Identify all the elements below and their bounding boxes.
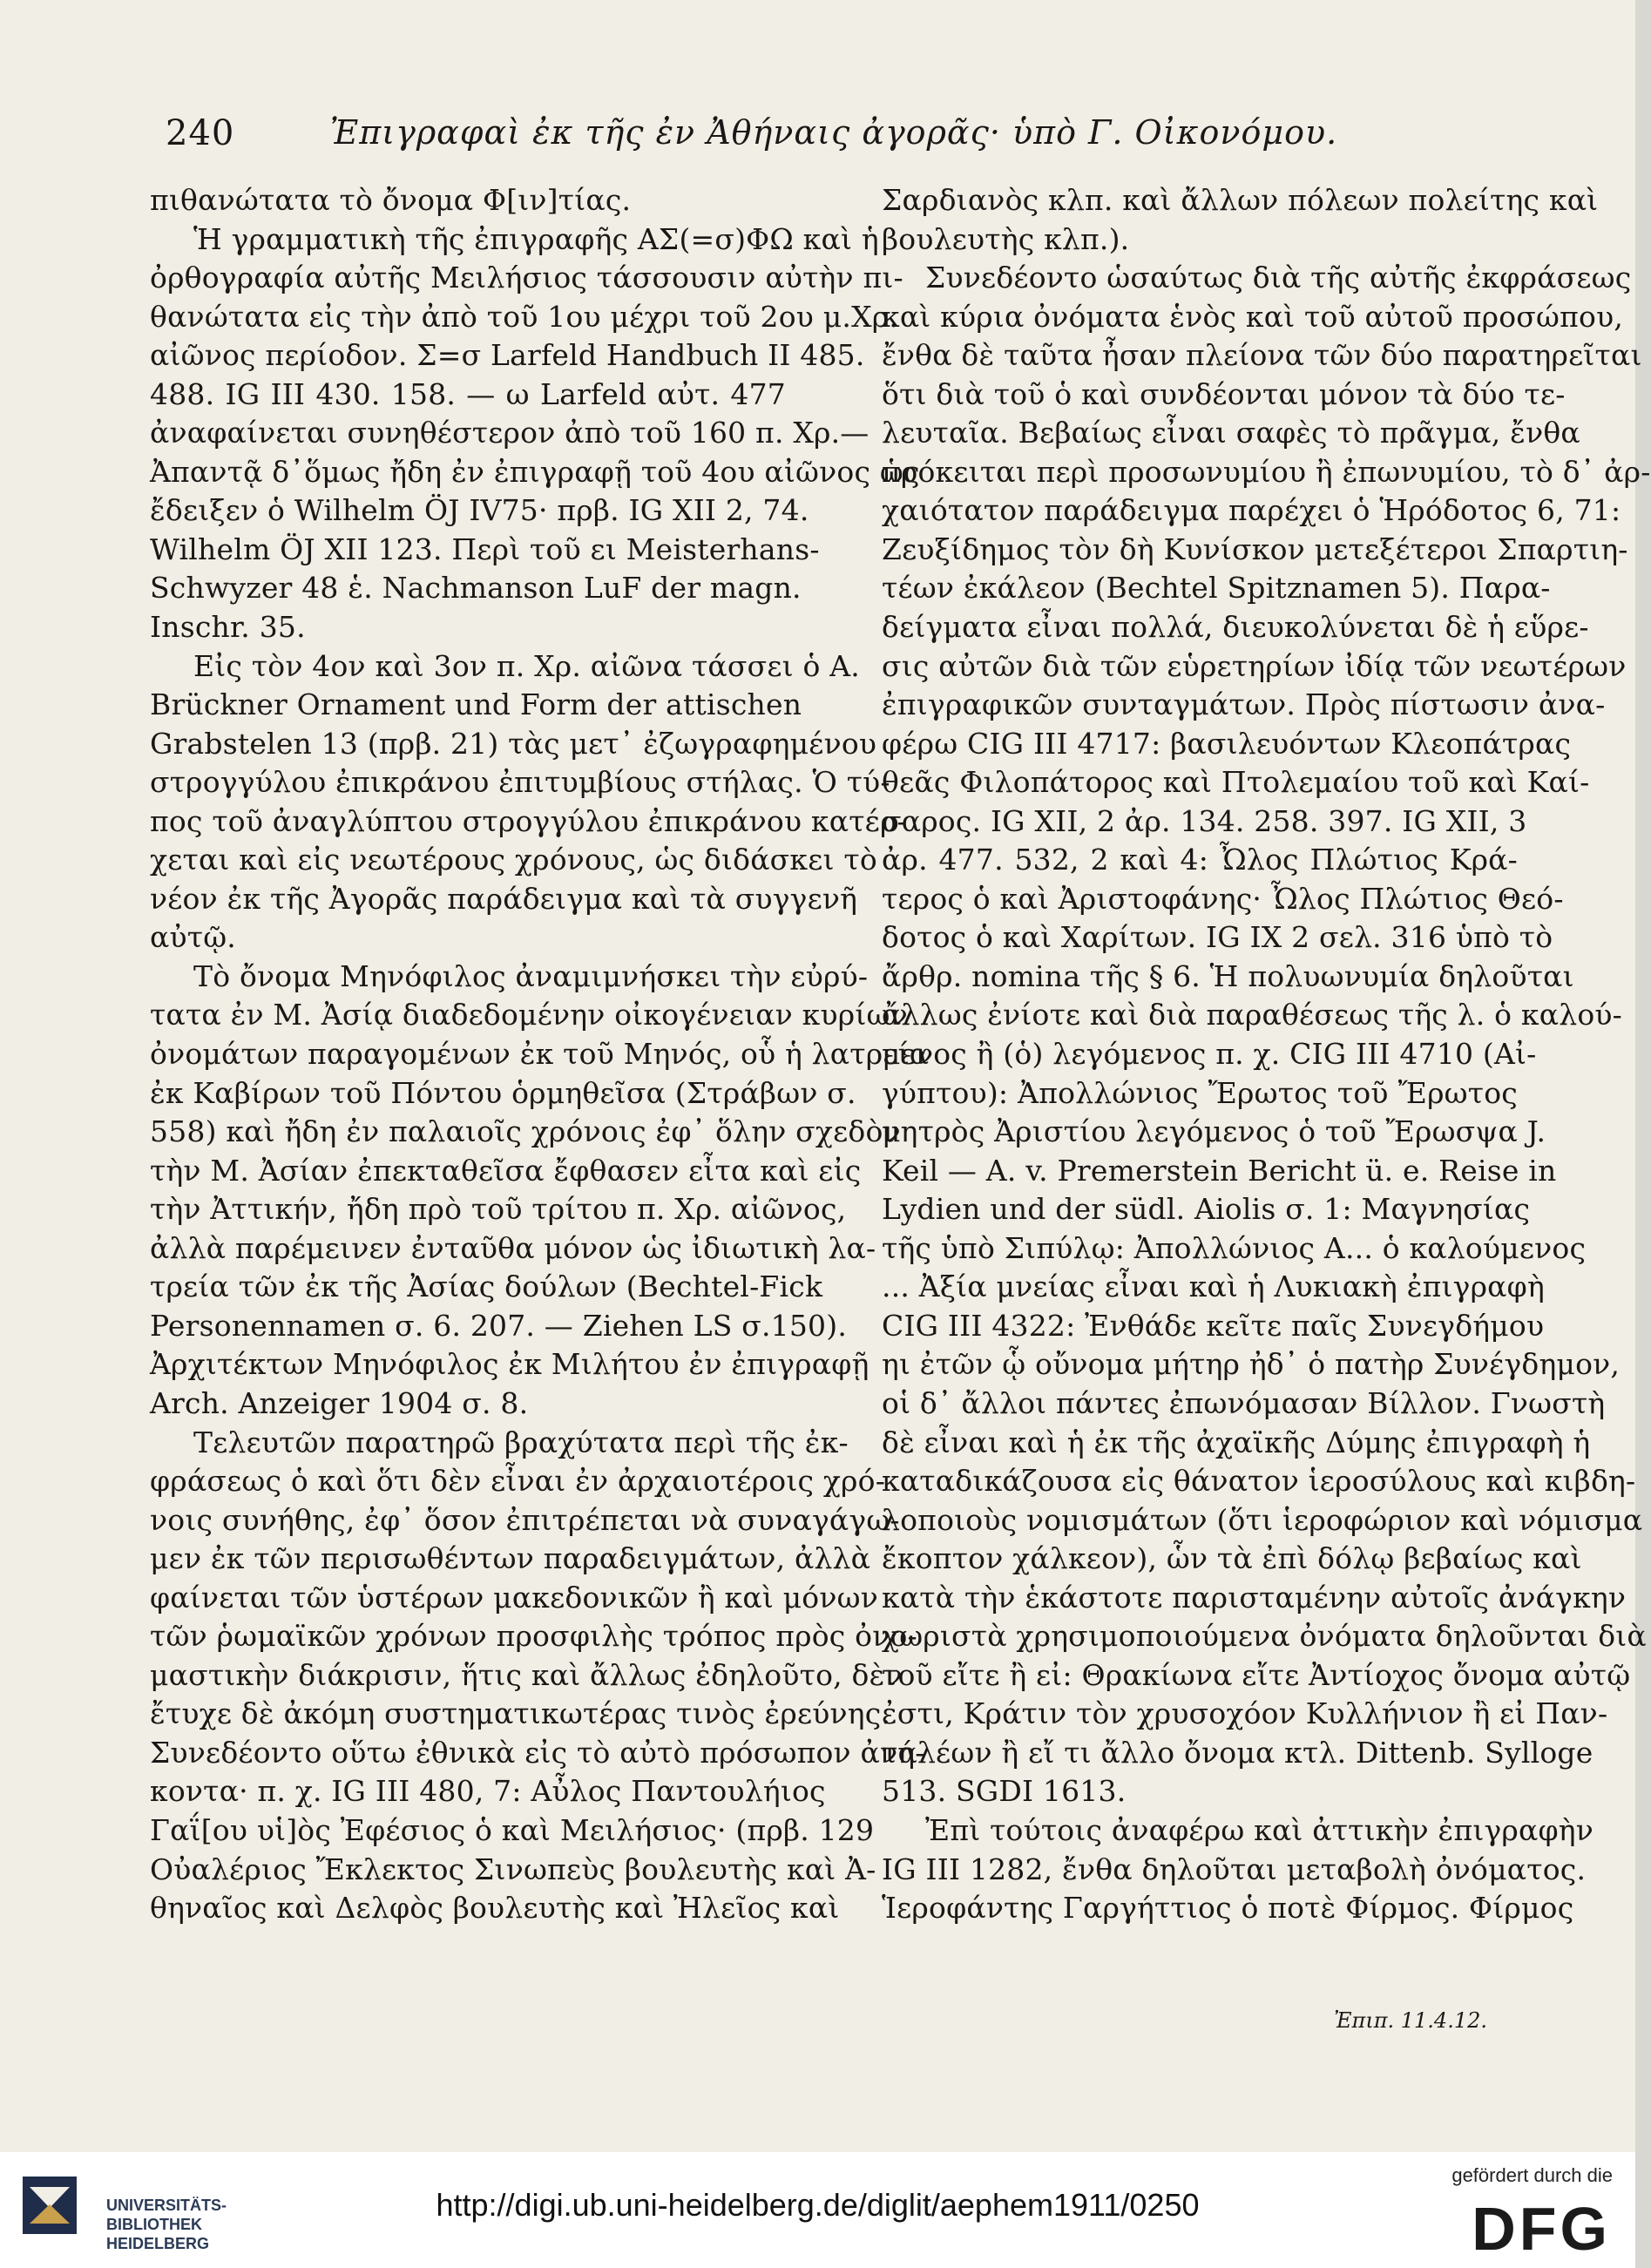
text-line: νοις συνήθης, ἐφ᾽ ὅσον ἐπιτρέπεται νὰ συναγάγω- <box>150 1502 900 1537</box>
text-line: δείγματα εἶναι πολλά, διευκολύνεται δὲ ἡ εὕρε- <box>882 610 1589 645</box>
footnote-date: Ἐπιπ. 11.4.12. <box>1334 2008 1487 2033</box>
text-line: Τελευτῶν παρατηρῶ βραχύτατα περὶ τῆς ἐκ- <box>193 1425 849 1459</box>
text-line: Grabstelen 13 (πρβ. 21) τὰς μετ᾽ ἐζωγραφημένου <box>150 726 877 761</box>
text-line: χαιότατον παράδειγμα παρέχει ὁ Ἡρόδοτος 6, 71: <box>882 493 1621 528</box>
text-line: ἔνθα δὲ ταῦτα ἦσαν πλείονα τῶν δύο παρατηρεῖται <box>882 338 1642 373</box>
text-line: στρογγύλου ἐπικράνου ἐπιτυμβίους στήλας. Ὁ τύ- <box>150 765 890 800</box>
text-line: ἐστι, Κράτιν τὸν χρυσοχόον Κυλλήνιον ἢ εἰ Παν- <box>882 1696 1608 1731</box>
text-line: μαστικὴν διάκρισιν, ἥτις καὶ ἄλλως ἐδηλοῦτο, δὲν <box>150 1657 903 1692</box>
text-line: κοντα· π. χ. IG III 480, 7: Αὖλος Παντουλήιος <box>150 1774 826 1809</box>
university-library-name-line: UNIVERSITÄTS- <box>106 2197 227 2214</box>
text-line: IG III 1282, ἔνθα δηλοῦται μεταβολὴ ὀνόματος. <box>882 1852 1587 1886</box>
right-column <box>882 181 1651 1928</box>
text-line: μεν ἐκ τῶν περισωθέντων παραδειγμάτων, ἀλλὰ <box>150 1541 871 1576</box>
text-line: Εἰς τὸν 4ον καὶ 3ον π. Χρ. αἰῶνα τάσσει ὁ A. <box>193 648 860 683</box>
text-line: βουλευτὴς κλπ.). <box>882 221 1130 256</box>
text-line: ἔδειξεν ὁ Wilhelm ÖJ IV75· πρβ. IG XII 2, 74. <box>150 493 809 528</box>
text-line: θεᾶς Φιλοπάτορος καὶ Πτολεμαίου τοῦ καὶ Καί- <box>882 765 1590 800</box>
text-line: μητρὸς Ἀριστίου λεγόμενος ὁ τοῦ Ἔρωσψα J. <box>882 1114 1546 1149</box>
text-line: ἔτυχε δὲ ἀκόμη συστηματικωτέρας τινὸς ἐρεύνης. <box>150 1696 891 1731</box>
text-line: καὶ κύρια ὀνόματα ἑνὸς καὶ τοῦ αὐτοῦ προσώπου, <box>882 299 1624 334</box>
dfg-logo: DFG <box>1472 2195 1611 2263</box>
text-line: ἐπιγραφικῶν συνταγμάτων. Πρὸς πίστωσιν ἀνα- <box>882 687 1606 722</box>
text-line: φαίνεται τῶν ὑστέρων μακεδονικῶν ἢ καὶ μόνων <box>150 1580 878 1615</box>
page-number: 240 <box>166 113 235 153</box>
text-line: Lydien und der südl. Aiolis σ. 1: Μαγνησίας <box>882 1192 1531 1227</box>
viewer-footer <box>0 2152 1635 2268</box>
text-line: Τὸ ὄνομα Μηνόφιλος ἀναμιμνήσκει τὴν εὐρύ- <box>193 958 869 993</box>
text-line: οἱ δ᾽ ἄλλοι πάντες ἐπωνόμασαν Βίλλον. Γνωστὴ <box>882 1385 1606 1420</box>
text-line: Ζευξίδημος τὸν δὴ Κυνίσκον μετεξέτεροι Σπαρτιη- <box>882 531 1628 566</box>
text-line: Ἐπὶ τούτοις ἀναφέρω καὶ ἀττικὴν ἐπιγραφὴν <box>925 1812 1594 1847</box>
text-line: αὐτῷ. <box>150 920 237 955</box>
text-line: Γαΐ[ου υἱ]ὸς Ἐφέσιος ὁ καὶ Μειλήσιος· (πρβ. 129 <box>150 1812 875 1847</box>
text-line: τρεία τῶν ἐκ τῆς Ἀσίας δούλων (Bechtel-Fick <box>150 1269 823 1304</box>
text-line: τατα ἐν Μ. Ἀσίᾳ διαδεδομένην οἰκογένειαν κυρίων <box>150 998 908 1032</box>
text-line: φράσεως ὁ καὶ ὅτι δὲν εἶναι ἐν ἀρχαιοτέροις χρό- <box>150 1464 886 1499</box>
text-line: CIG III 4322: Ἐνθάδε κεῖτε παῖς Συνεγδήμου <box>882 1308 1545 1343</box>
text-line: Ἀπαντᾷ δ᾽ὅμως ἤδη ἐν ἐπιγραφῇ τοῦ 4ου αἰῶνος ὡς <box>150 454 920 489</box>
text-line: δὲ εἶναι καὶ ἡ ἐκ τῆς ἀχαϊκῆς Δύμης ἐπιγραφὴ ἡ <box>882 1425 1591 1459</box>
text-line: ἄρθρ. nomina τῆς § 6. Ἡ πολυωνυμία δηλοῦται <box>882 958 1574 993</box>
text-line: πρόκειται περὶ προσωνυμίου ἢ ἐπωνυμίου, τὸ δ᾽ ἀρ- <box>882 454 1651 489</box>
text-line: 488. IG III 430. 158. — ω Larfeld αὐτ. 477 <box>150 376 786 411</box>
text-line: ὀρθογραφία αὐτῆς Μειλήσιος τάσσουσιν αὐτὴν πι- <box>150 261 903 295</box>
text-line: φέρω CIG III 4717: βασιλευόντων Κλεοπάτρας <box>882 726 1572 761</box>
text-line: τῶν ῥωμαϊκῶν χρόνων προσφιλὴς τρόπος πρὸς ὀνο- <box>150 1619 917 1654</box>
text-line: Wilhelm ÖJ XII 123. Περὶ τοῦ ει Meisterhans- <box>150 531 820 566</box>
text-line: τέων ἐκάλεον (Bechtel Spitznamen 5). Παρα- <box>882 571 1551 606</box>
text-line: Personennamen σ. 6. 207. — Ziehen LS σ.150). <box>150 1308 848 1343</box>
text-line: Arch. Anzeiger 1904 σ. 8. <box>150 1385 529 1420</box>
text-line: Keil — A. v. Premerstein Bericht ü. e. Reise in <box>882 1153 1557 1188</box>
text-line: Schwyzer 48 ἑ. Nachmanson LuF der magn. <box>150 571 802 606</box>
text-line: ταλέων ἢ εἴ τι ἄλλο ὄνομα κτλ. Dittenb. Sylloge <box>882 1735 1593 1770</box>
text-line: νέον ἐκ τῆς Ἀγορᾶς παράδειγμα καὶ τὰ συγγενῆ <box>150 881 858 916</box>
text-line: γύπτου): Ἀπολλώνιος Ἔρωτος τοῦ Ἔρωτος <box>882 1075 1518 1110</box>
page-header <box>150 106 1518 159</box>
text-line: Ἀρχιτέκτων Μηνόφιλος ἐκ Μιλήτου ἐν ἐπιγραφῇ <box>150 1347 869 1382</box>
text-line: ἔκοπτον χάλκεον), ὧν τὰ ἐπὶ δόλῳ βεβαίως καὶ <box>882 1541 1582 1576</box>
text-line: ηι ἐτῶν ᾧ οὔνομα μήτηρ ἠδ᾽ ὁ πατὴρ Συνέγδημον, <box>882 1347 1621 1382</box>
text-line: τερος ὁ καὶ Ἀριστοφάνης· Ὦλος Πλώτιος Θεό- <box>882 881 1564 916</box>
text-line: δοτος ὁ καὶ Χαρίτων. IG IX 2 σελ. 316 ὑπὸ τὸ <box>882 920 1553 955</box>
text-line: χωριστὰ χρησιμοποιούμενα ὀνόματα δηλοῦνται διὰ <box>882 1619 1647 1654</box>
text-line: τὴν Μ. Ἀσίαν ἐπεκταθεῖσα ἔφθασεν εἶτα καὶ εἰς <box>150 1153 862 1188</box>
text-line: ἀλλὰ παρέμεινεν ἐνταῦθα μόνον ὡς ἰδιωτικὴ λα- <box>150 1230 876 1265</box>
text-line: αἰῶνος περίοδον. Σ=σ Larfeld Handbuch II 485. <box>150 338 865 373</box>
text-line: 558) καὶ ἤδη ἐν παλαιοῖς χρόνοις ἐφ᾽ ὅλην σχεδὸν <box>150 1114 901 1149</box>
text-line: Οὐαλέριος Ἔκλεκτος Σινωπεὺς βουλευτὴς καὶ Ἀ- <box>150 1852 876 1886</box>
text-line: κατὰ τὴν ἑκάστοτε παρισταμένην αὐτοῖς ἀνάγκην <box>882 1580 1627 1615</box>
text-line: πος τοῦ ἀναγλύπτου στρογγύλου ἐπικράνου κατέρ- <box>150 803 907 838</box>
text-line: Brückner Ornament und Form der attischen <box>150 687 802 722</box>
text-line: χεται καὶ εἰς νεωτέρους χρόνους, ὡς διδάσκει τὸ <box>150 843 877 877</box>
text-line: ὀνομάτων παραγομένων ἐκ τοῦ Μηνός, οὗ ἡ λατρεία <box>150 1037 930 1072</box>
text-line: Συνεδέοντο οὕτω ἐθνικὰ εἰς τὸ αὐτὸ πρόσωπον ἀνή- <box>150 1735 925 1770</box>
text-line: τῆς ὑπὸ Σιπύλῳ: Ἀπολλώνιος Α... ὁ καλούμενος <box>882 1230 1587 1265</box>
text-line: σις αὐτῶν διὰ τῶν εὑρετηρίων ἰδίᾳ τῶν νεωτέρων <box>882 648 1627 683</box>
text-line: μενος ἢ (ὁ) λεγόμενος π. χ. CIG III 4710 (Αἰ- <box>882 1037 1537 1072</box>
text-line: θανώτατα εἰς τὴν ἀπὸ τοῦ 1ου μέχρι τοῦ 2ου μ.Χρ. <box>150 299 899 334</box>
text-line: Συνεδέοντο ὡσαύτως διὰ τῆς αὐτῆς ἐκφράσεως <box>925 261 1632 295</box>
text-line: ... Ἀξία μνείας εἶναι καὶ ἡ Λυκιακὴ ἐπιγραφὴ <box>882 1269 1545 1304</box>
funded-by-label: gefördert durch die <box>1451 2164 1613 2186</box>
text-line: πιθανώτατα τὸ ὄνομα Φ[ιν]τίας. <box>150 183 632 217</box>
text-line: Inschr. 35. <box>150 610 306 645</box>
text-line: ἀναφαίνεται συνηθέστερον ἀπὸ τοῦ 160 π. Χρ.— <box>150 416 869 450</box>
text-line: λοποιοὺς νομισμάτων (ὅτι ἱεροφώριον καὶ νόμισμα <box>882 1502 1643 1537</box>
text-line: 513. SGDI 1613. <box>882 1774 1127 1809</box>
text-line: Ἡ γραμματικὴ τῆς ἐπιγραφῆς ΑΣ(=σ)ΦΩ καὶ ἡ <box>193 221 879 256</box>
text-line: λευταῖα. Βεβαίως εἶναι σαφὲς τὸ πρᾶγμα, ἔνθα <box>882 416 1580 450</box>
university-library-name-line: HEIDELBERG <box>106 2235 210 2252</box>
running-title: Ἐπιγραφαὶ ἐκ τῆς ἐν Ἀθήναις ἀγορᾶς· ὑπὸ Γ. Οἰκονόμου. <box>329 113 1338 152</box>
left-column <box>150 181 930 1928</box>
text-line: σαρος. IG XII, 2 ἀρ. 134. 258. 397. IG XII, 3 <box>882 803 1527 838</box>
text-line: ἐκ Καβίρων τοῦ Πόντου ὁρμηθεῖσα (Στράβων σ. <box>150 1075 856 1110</box>
text-line: Ἱεροφάντης Γαργήττιος ὁ ποτὲ Φίρμος. Φίρμος <box>882 1891 1574 1926</box>
text-line: θηναῖος καὶ Δελφὸς βουλευτὴς καὶ Ἠλεῖος καὶ <box>150 1891 840 1926</box>
source-url-link[interactable]: http://digi.ub.uni-heidelberg.de/diglit/aephem1911/0250 <box>436 2187 1200 2223</box>
university-library-name-line: BIBLIOTHEK <box>106 2216 202 2233</box>
text-line: ὅτι διὰ τοῦ ὁ καὶ συνδέονται μόνον τὰ δύο τε- <box>882 376 1566 411</box>
text-line: ἀρ. 477. 532, 2 καὶ 4: Ὦλος Πλώτιος Κρά- <box>882 843 1518 877</box>
text-line: καταδικάζουσα εἰς θάνατον ἱεροσύλους καὶ κιβδη- <box>882 1464 1636 1499</box>
text-line: τοῦ εἴτε ἢ εἰ: Θρακίωνα εἴτε Ἀντίοχος ὄνομα αὐτῷ <box>882 1657 1631 1692</box>
text-line: ἄλλως ἐνίοτε καὶ διὰ παραθέσεως τῆς λ. ὁ καλού- <box>882 998 1623 1032</box>
text-line: τὴν Ἀττικήν, ἤδη πρὸ τοῦ τρίτου π. Χρ. αἰῶνος, <box>150 1192 847 1227</box>
text-line: Σαρδιανὸς κλπ. καὶ ἄλλων πόλεων πολείτης καὶ <box>882 183 1599 217</box>
